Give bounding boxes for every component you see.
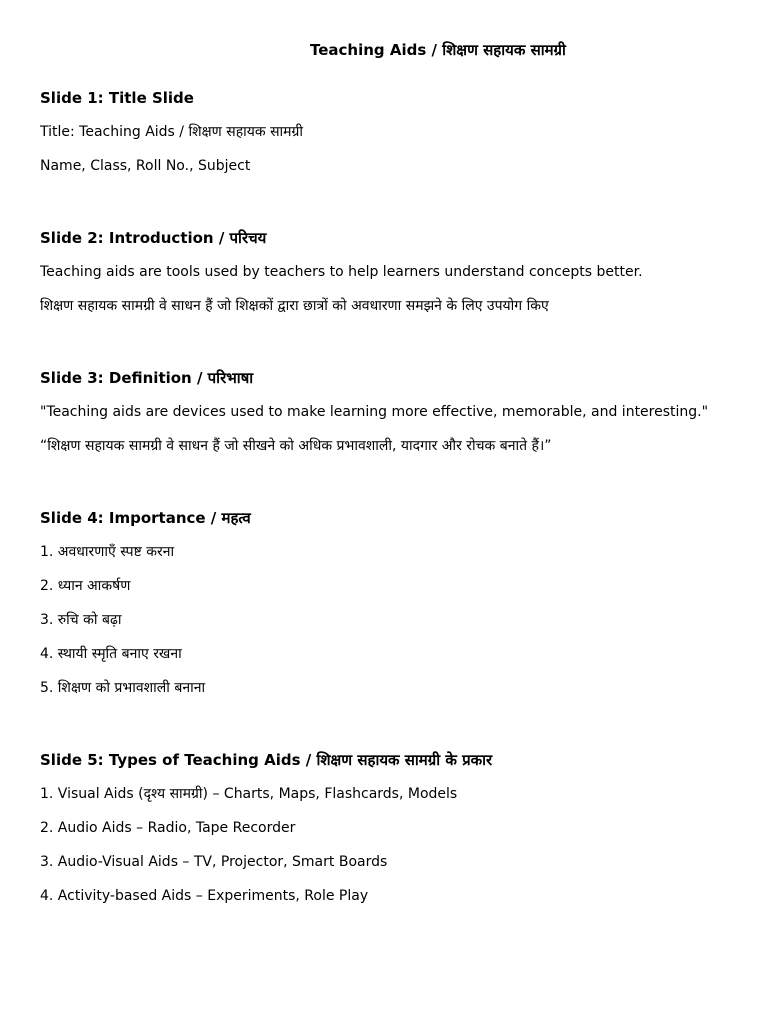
slide-5-list-item: 4. Activity-based Aids – Experiments, Role Play — [40, 888, 369, 904]
slide-5-section — [40, 750, 768, 906]
slide-1-heading: Slide 1: Title Slide — [40, 89, 194, 107]
slide-2-section — [40, 228, 768, 316]
slide-2-english-text: Teaching aids are tools used by teachers to help learners understand concepts better. — [40, 264, 643, 280]
slide-5-list-item: 1. Visual Aids (दृश्य सामग्री) – Charts, Maps, Flashcards, Models — [40, 786, 458, 802]
slide-4-list-item: 5. शिक्षण को प्रभावशाली बनाना — [40, 680, 206, 696]
slide-4-heading: Slide 4: Importance / महत्व — [40, 509, 251, 527]
slide-4-list-item: 1. अवधारणाएँ स्पष्ट करना — [40, 544, 175, 560]
slide-5-heading: Slide 5: Types of Teaching Aids / शिक्षण सहायक सामग्री के प्रकार — [40, 751, 493, 769]
slide-1-section — [40, 88, 768, 176]
slide-1-details-line: Name, Class, Roll No., Subject — [40, 158, 251, 174]
slide-5-list-item: 3. Audio-Visual Aids – TV, Projector, Smart Boards — [40, 854, 388, 870]
slide-3-english-definition: "Teaching aids are devices used to make learning more effective, memorable, and interesting." — [40, 404, 709, 420]
slide-4-list-item: 3. रुचि को बढ़ा — [40, 612, 122, 628]
slide-3-heading: Slide 3: Definition / परिभाषा — [40, 369, 254, 387]
document-title: Teaching Aids / शिक्षण सहायक सामग्री — [310, 41, 566, 59]
slide-4-list-item: 2. ध्यान आकर्षण — [40, 578, 131, 594]
slide-4-section — [40, 508, 768, 698]
slide-4-list-item: 4. स्थायी स्मृति बनाए रखना — [40, 646, 182, 662]
slide-2-heading: Slide 2: Introduction / परिचय — [40, 229, 267, 247]
document-body — [40, 88, 768, 906]
slide-5-list-item: 2. Audio Aids – Radio, Tape Recorder — [40, 820, 296, 836]
slide-2-hindi-text: शिक्षण सहायक सामग्री वे साधन हैं जो शिक्षकों द्वारा छात्रों को अवधारणा समझने के लिए उपयोग किए — [40, 298, 549, 314]
slide-3-hindi-definition: “शिक्षण सहायक सामग्री वे साधन हैं जो सीखने को अधिक प्रभावशाली, यादगार और रोचक बनाते हैं।” — [40, 438, 552, 454]
slide-3-section — [40, 368, 768, 456]
slide-1-title-line: Title: Teaching Aids / शिक्षण सहायक सामग्री — [40, 124, 304, 140]
